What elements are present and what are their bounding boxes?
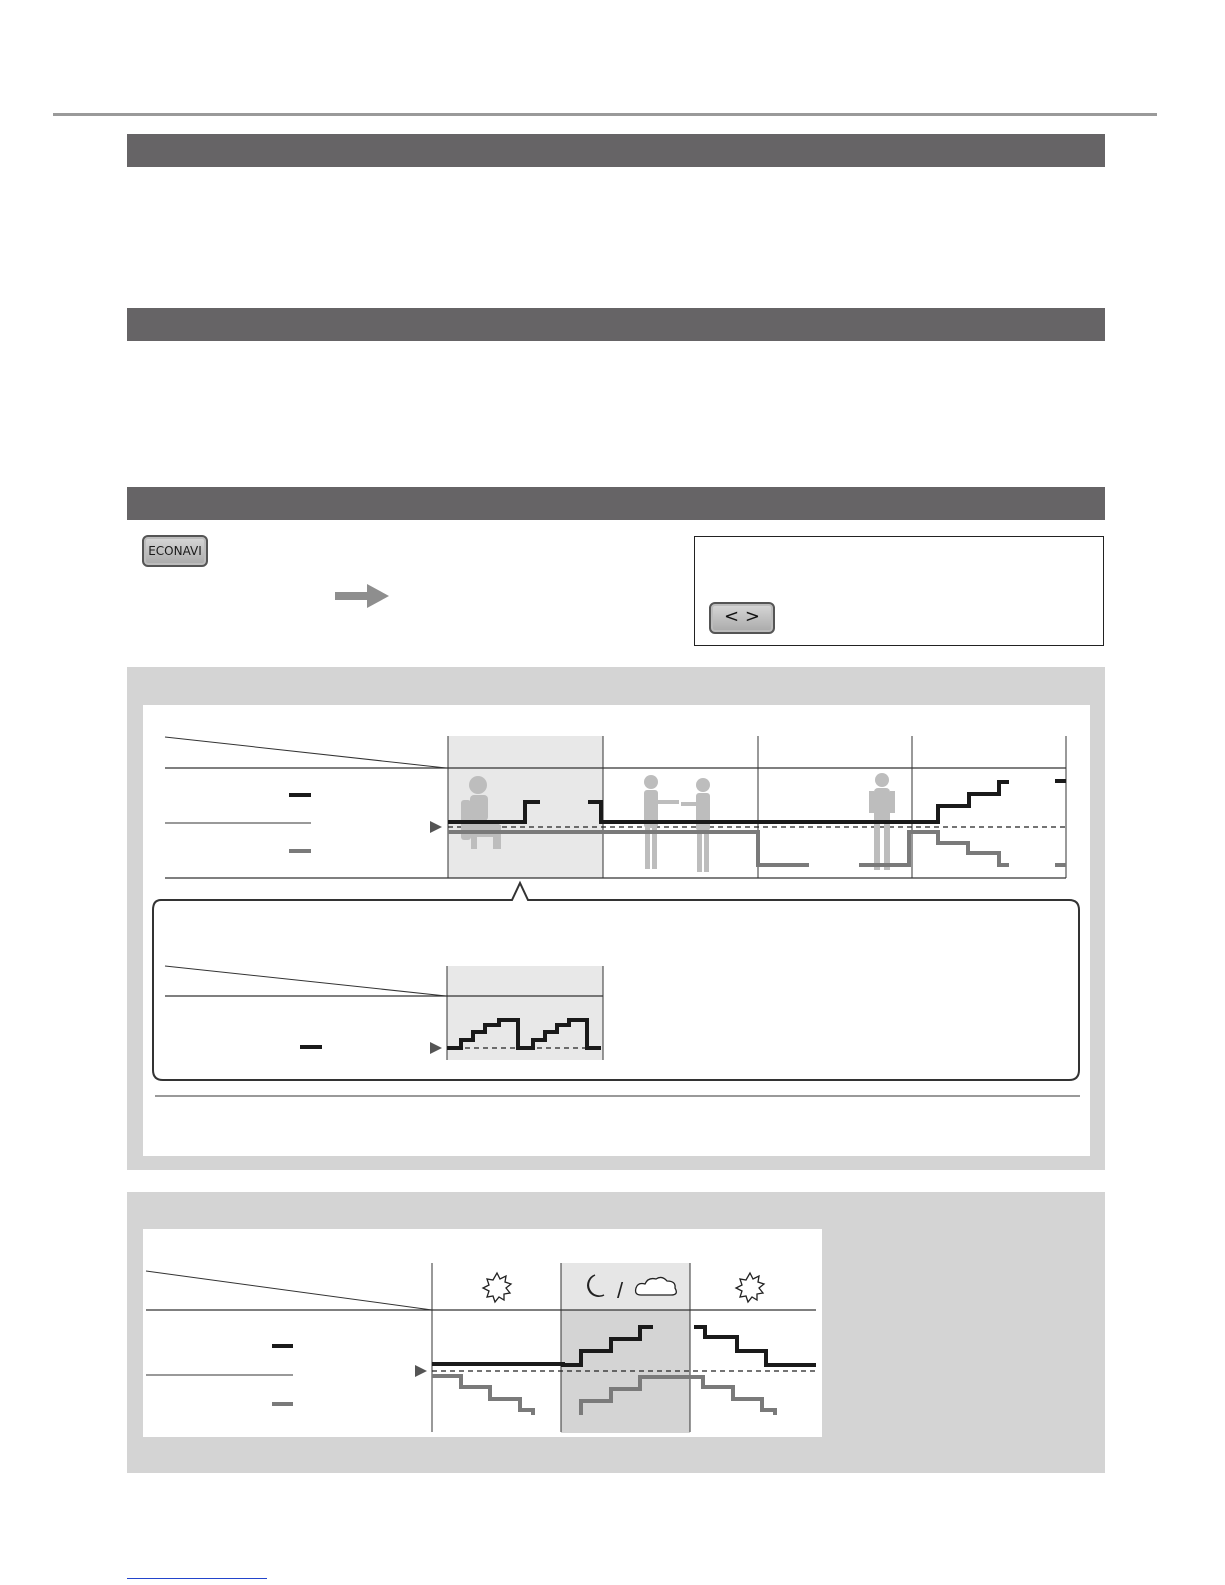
play-triangle-icon — [415, 1365, 427, 1377]
top-divider — [53, 113, 1157, 116]
gray-temp-line — [432, 1376, 533, 1415]
sun-icon — [736, 1273, 764, 1302]
left-right-button[interactable] — [709, 602, 775, 634]
econavi-button-label: ECONAVI — [148, 544, 202, 558]
sunlight-diagram — [143, 1229, 822, 1437]
section-header-1 — [127, 134, 1105, 167]
dark-temp-line — [694, 1327, 816, 1365]
section-header-3 — [127, 487, 1105, 520]
section-header-2 — [127, 308, 1105, 341]
gray-temp-line — [859, 832, 1009, 865]
econavi-button[interactable] — [142, 535, 208, 567]
mini-shaded-period — [447, 966, 603, 1060]
table-corner-diagonal — [146, 1271, 432, 1310]
table-corner-diagonal — [165, 737, 446, 768]
right-arrow-icon — [335, 583, 391, 609]
play-triangle-icon — [430, 821, 442, 833]
sun-icon — [483, 1273, 511, 1302]
callout-bubble — [153, 883, 1079, 1080]
footer-link-underline[interactable] — [127, 1578, 267, 1579]
separator-slash: / — [617, 1278, 624, 1303]
left-right-button-label: < > — [724, 606, 760, 627]
activity-diagram — [143, 705, 1090, 1156]
